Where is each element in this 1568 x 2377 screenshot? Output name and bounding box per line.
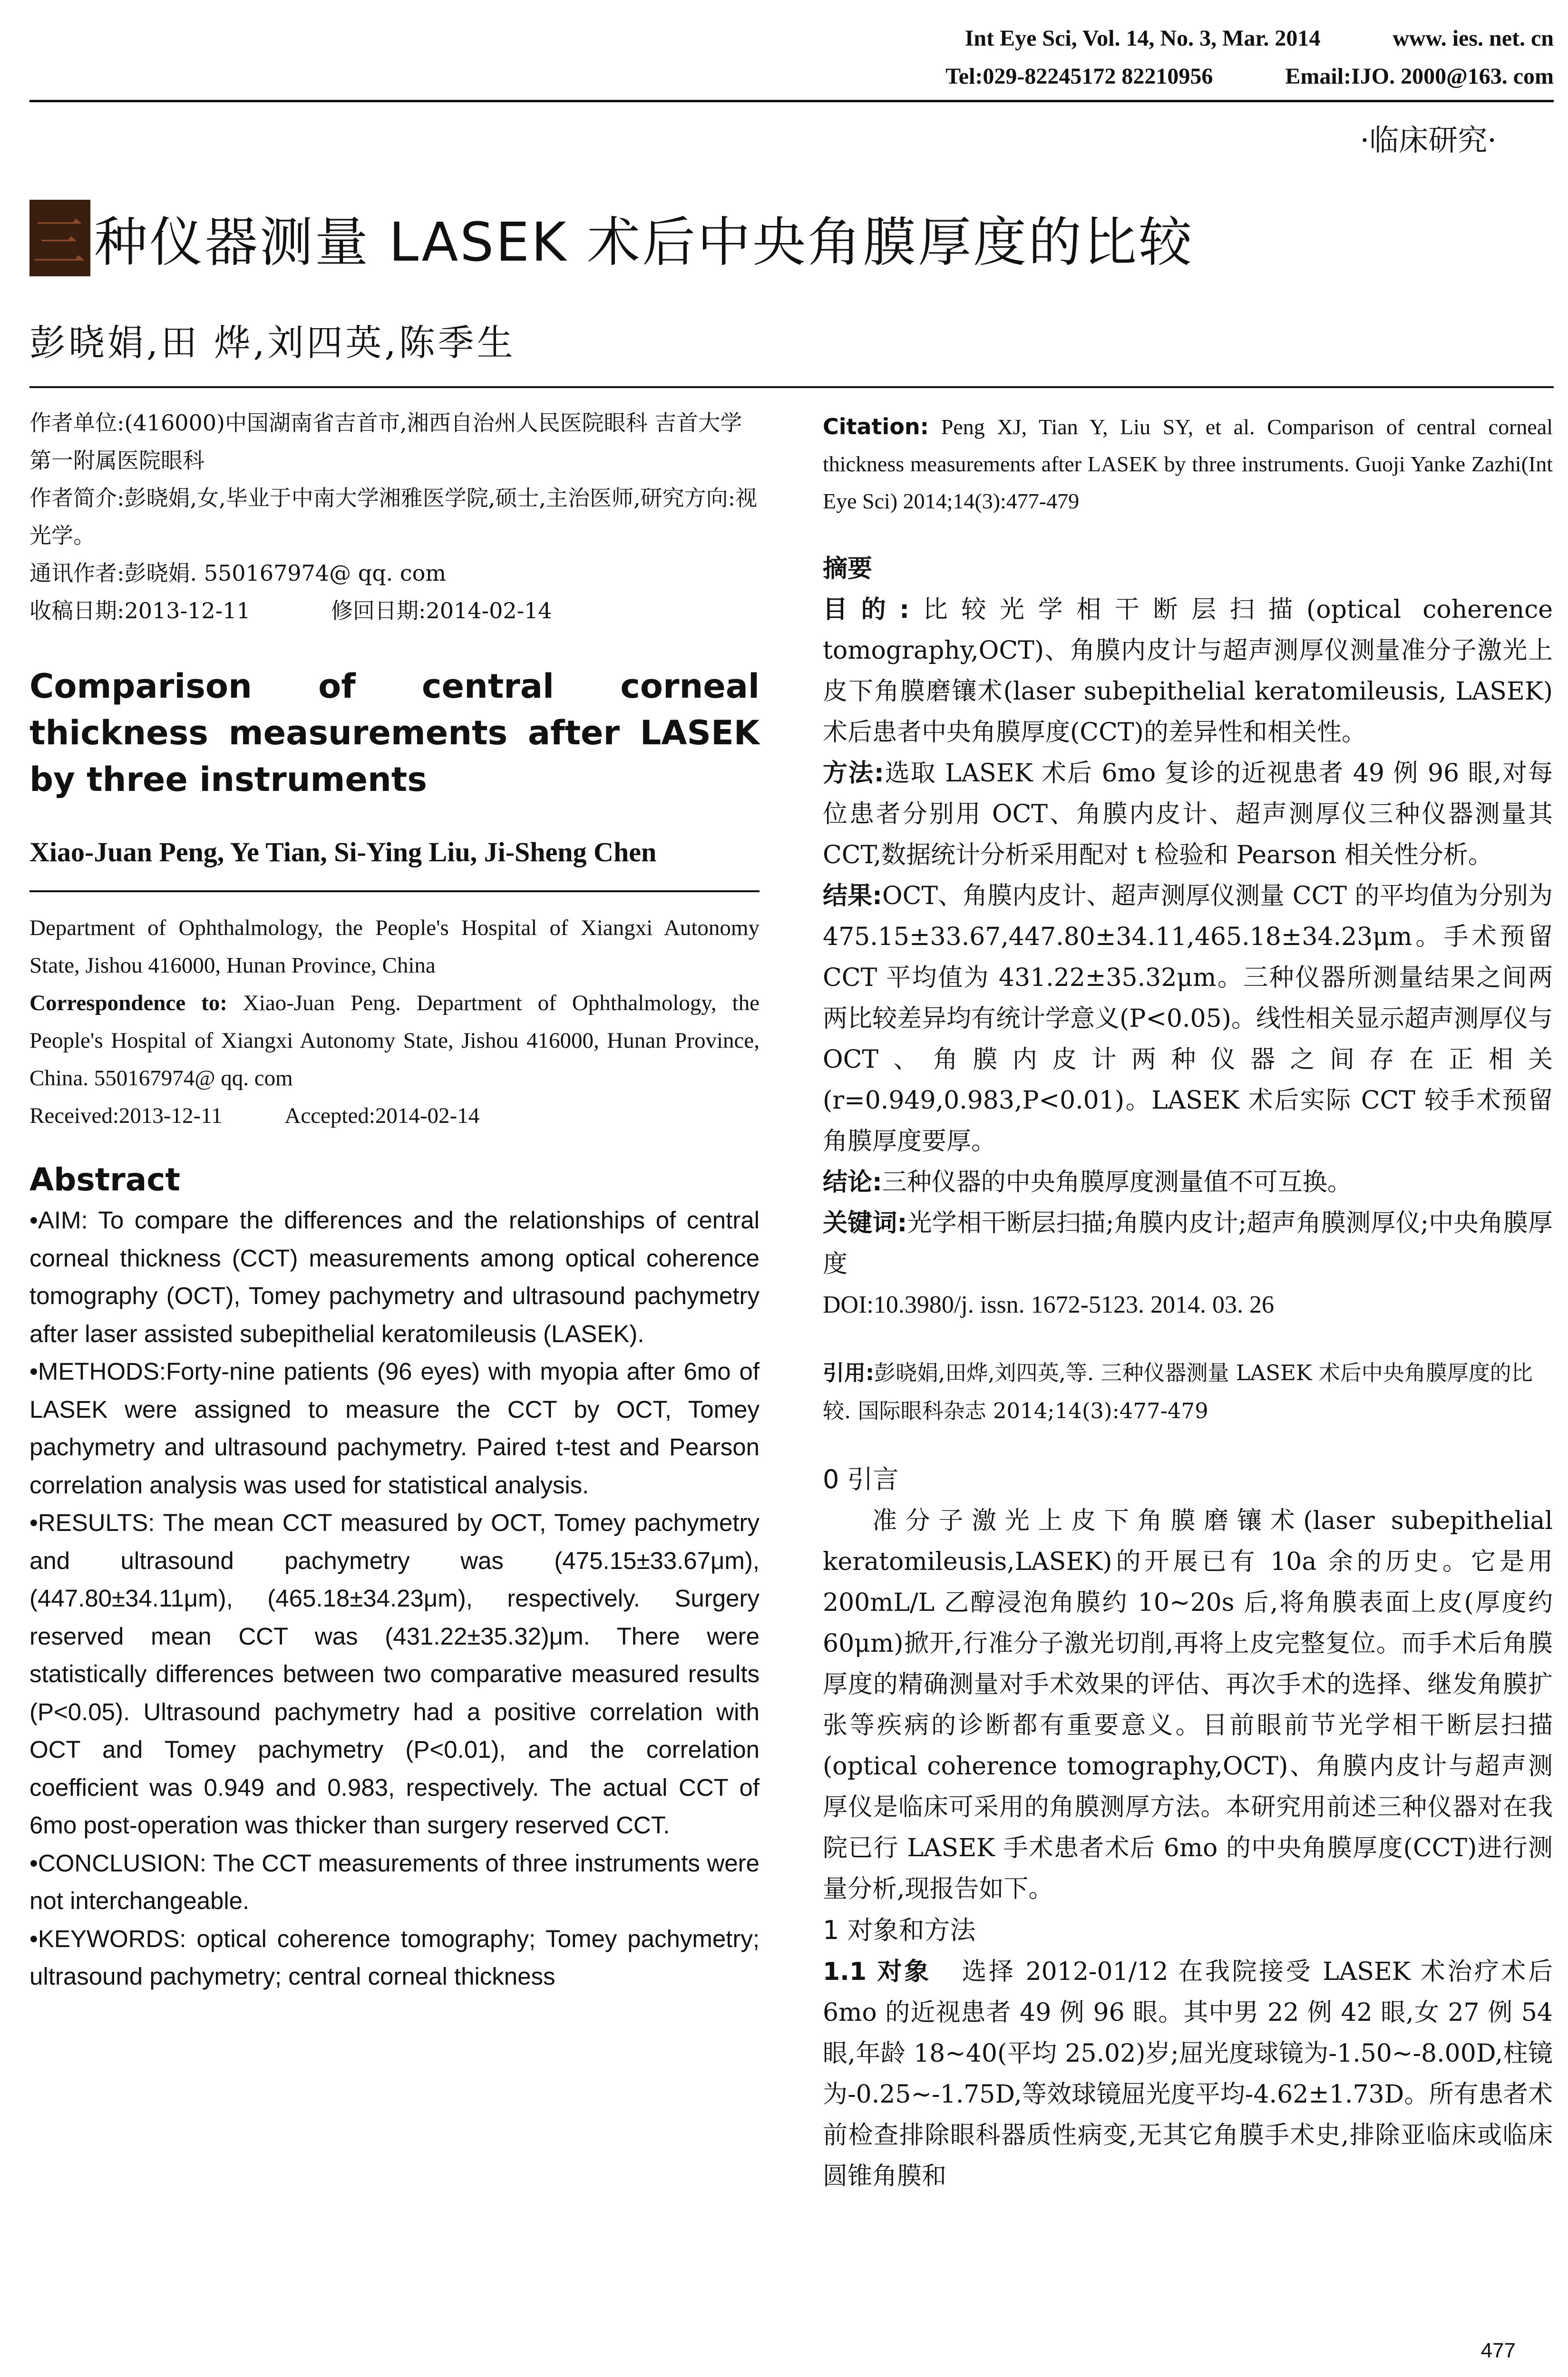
cn-aim-text: 比较光学相干断层扫描(optical coherence tomography,OCT)、角膜内皮计与超声测厚仪测量准分子激光上皮下角膜磨镶术(laser subepithelial keratomileusis, LASEK)术后患者中央角膜厚度(CCT)的差异性和相关性。 [823,595,1553,747]
title-first-char: 三 [29,200,90,276]
english-authors-rule [29,890,760,892]
cn-abstract-keywords [823,1203,1553,1285]
running-header-line2 [945,62,1554,91]
cn-keywords-text: 光学相干断层扫描;角膜内皮计;超声角膜测厚仪;中央角膜厚度 [823,1209,1553,1278]
cn-abstract-aim [823,589,1553,753]
abstract-aim: •AIM: To compare the differences and the relationships of central corneal thickness (CCT) measurements among optical coherence tomography (OCT), Tomey pachymetry and ultrasound pachymetry after laser assisted subepithelial keratomileusis (LASEK). [29,1207,760,1347]
english-authors: Xiao-Juan Peng, Ye Tian, Si-Ying Liu, Ji-Sheng Chen [29,837,657,867]
cn-aim-label: 目的: [823,595,910,624]
cn-abstract-results [823,876,1553,1162]
running-header-line1 [965,24,1554,53]
cn-abstract [823,548,1553,1325]
methods-text: 选择 2012-01/12 在我院接受 LASEK 术治疗术后 6mo 的近视患者 49 例 96 眼。其中男 22 例 42 眼,女 27 例 54 眼,年龄 18~40(平均 25.02)岁;屈光度球镜为-1.50~-8.00D,柱镜为-0.25~-1.75D,等效球镜屈光度平均-4.62±1.73D。所有患者术前检查排除眼科器质性病变,无其它角膜手术史,排除亚临床或临床圆锥角膜和 [823,1958,1553,2191]
english-dates [29,1097,760,1135]
journal-citation: Int Eye Sci, Vol. 14, No. 3, Mar. 2014 [964,26,1321,51]
cn-citation-block [823,1354,1553,1430]
intro-heading: 0 引言 [823,1464,899,1494]
section-tag: ·临床研究· [1360,123,1497,157]
abstract-body [29,1201,760,1996]
cn-abstract-heading: 摘要 [823,555,873,583]
english-title: Comparison of central corneal thickness measurements after LASEK by three instruments [29,667,760,799]
paper-title [29,200,1194,276]
abstract-heading: Abstract [29,1161,180,1198]
methods-sub-label: 1.1 对象 [823,1958,931,1986]
journal-tel: Tel:029-82245172 82210956 [945,64,1213,89]
abstract-results: •RESULTS: The mean CCT measured by OCT, Tomey pachymetry and ultrasound pachymetry was (475.15±33.67μm), (447.80±34.11μm), (465.18±34.23μm), respectively. Surgery reserved mean CCT was (431.22±35.32)μm. There were statistically differences between two comparative measured results (P<0.05). Ultrasound pachymetry had a positive correlation with OCT and Tomey pachymetry (P<0.01), and the correlation coefficient was 0.949 and 0.983, respectively. The actual CCT of 6mo post-operation was thicker than surgery reserved CCT. [29,1509,760,1839]
cn-conclusion-label: 结论: [823,1168,882,1197]
right-column [823,408,1553,2197]
received-date-cn: 收稿日期:2013-12-11 [29,598,251,623]
correspondence-text: Xiao-Juan Peng. Department of Ophthalmology, the People's Hospital of Xiangxi Autonomy State, Jishou 416000, Hunan Province, China. 550167974@ qq. com [29,991,760,1091]
title-rest: 种仪器测量 LASEK 术后中央角膜厚度的比较 [94,212,1194,273]
methods-heading: 1 对象和方法 [823,1915,976,1945]
authors-cn: 彭晓娟,田 烨,刘四英,陈季生 [29,321,516,364]
correspondence-label: Correspondence to: [29,991,227,1015]
revised-date-cn: 修回日期:2014-02-14 [331,598,552,623]
cn-citation-text: 彭晓娟,田烨,刘四英,等. 三种仪器测量 LASEK 术后中央角膜厚度的比较. 国际眼科杂志 2014;14(3):477-479 [823,1360,1533,1423]
corresponding-author: 通讯作者:彭晓娟. 550167974@ qq. com [29,560,446,586]
title-rule [29,386,1554,388]
cn-abstract-conclusion [823,1162,1553,1203]
cn-results-text: OCT、角膜内皮计、超声测厚仪测量 CCT 的平均值为分别为 475.15±33.67,447.80±34.11,465.18±34.23μm。手术预留 CCT 平均值为 431.22±35.32μm。三种仪器所测量结果之间两两比较差异均有统计学意义(P<0.05)。线性相关显示超声测厚仪与 OCT、角膜内皮计两种仪器之间存在正相关(r=0.949,0.983,P<0.01)。LASEK 术后实际 CCT 较手术预留角膜厚度要厚。 [823,882,1553,1156]
author-bio: 作者简介:彭晓娟,女,毕业于中南大学湘雅医学院,硕士,主治医师,研究方向:视光学。 [29,485,758,548]
left-column [29,404,760,1996]
cn-conclusion-text: 三种仪器的中央角膜厚度测量值不可互换。 [882,1168,1352,1197]
abstract-conclusion: •CONCLUSION: The CCT measurements of three instruments were not interchangeable. [29,1849,760,1914]
cn-citation-label: 引用: [823,1360,874,1385]
intro-paragraph: 准分子激光上皮下角膜磨镶术(laser subepithelial keratomileusis,LASEK)的开展已有 10a 余的历史。它是用 200mL/L 乙醇浸泡角膜约 10~20s 后,将角膜表面上皮(厚度约 60μm)掀开,行准分子激光切削,再将上皮完整复位。而手术后角膜厚度的精确测量对手术效果的评估、再次手术的选择、继发角膜扩张等疾病的诊断都有重要意义。目前眼前节光学相干断层扫描(optical coherence tomography,OCT)、角膜内皮计与超声测厚仪是临床可采用的角膜测厚方法。本研究用前述三种仪器对在我院已行 LASEK 手术患者术后 6mo 的中央角膜厚度(CCT)进行测量分析,现报告如下。 [823,1507,1553,1903]
journal-website: www. ies. net. cn [1393,26,1554,51]
accepted-date-en: Accepted:2014-02-14 [284,1103,480,1128]
citation-text: Peng XJ, Tian Y, Liu SY, et al. Comparison of central corneal thickness measurements after LASEK by three instruments. Guoji Yanke Zazhi(Int Eye Sci) 2014;14(3):477-479 [823,415,1553,513]
author-affiliation: 作者单位:(416000)中国湖南省吉首市,湘西自治州人民医院眼科 吉首大学第一附属医院眼科 [29,410,742,473]
cn-keywords-label: 关键词: [823,1209,907,1237]
journal-email: Email:IJO. 2000@163. com [1285,64,1554,89]
received-date-en: Received:2013-12-11 [29,1103,223,1128]
english-department: Department of Ophthalmology, the People's Hospital of Xiangxi Autonomy State, Jishou 416000, Hunan Province, China [29,916,760,978]
cn-doi: DOI:10.3980/j. issn. 1672-5123. 2014. 03. 26 [823,1291,1274,1318]
dates-line [29,592,760,630]
page-number: 477 [1480,2339,1516,2362]
citation-label: Citation: [823,414,929,439]
citation-block [823,408,1553,520]
cn-methods-text: 选取 LASEK 术后 6mo 复诊的近视患者 49 例 96 眼,对每位患者分别用 OCT、角膜内皮计、超声测厚仪三种仪器测量其 CCT,数据统计分析采用配对 t 检验和 Pearson 相关性分析。 [823,759,1553,869]
methods-paragraph [823,1951,1553,2197]
abstract-keywords: •KEYWORDS: optical coherence tomography; Tomey pachymetry; ultrasound pachymetry; central corneal thickness [29,1925,760,1990]
cn-methods-label: 方法: [823,759,884,788]
cn-results-label: 结果: [823,882,882,910]
cn-abstract-methods [823,753,1553,876]
english-correspondence [29,984,760,1097]
header-rule [29,100,1554,102]
abstract-methods: •METHODS:Forty-nine patients (96 eyes) with myopia after 6mo of LASEK were assigned to measure the CCT by OCT, Tomey pachymetry and ultrasound pachymetry. Paired t-test and Pearson correlation analysis was used for statistical analysis. [29,1358,760,1499]
